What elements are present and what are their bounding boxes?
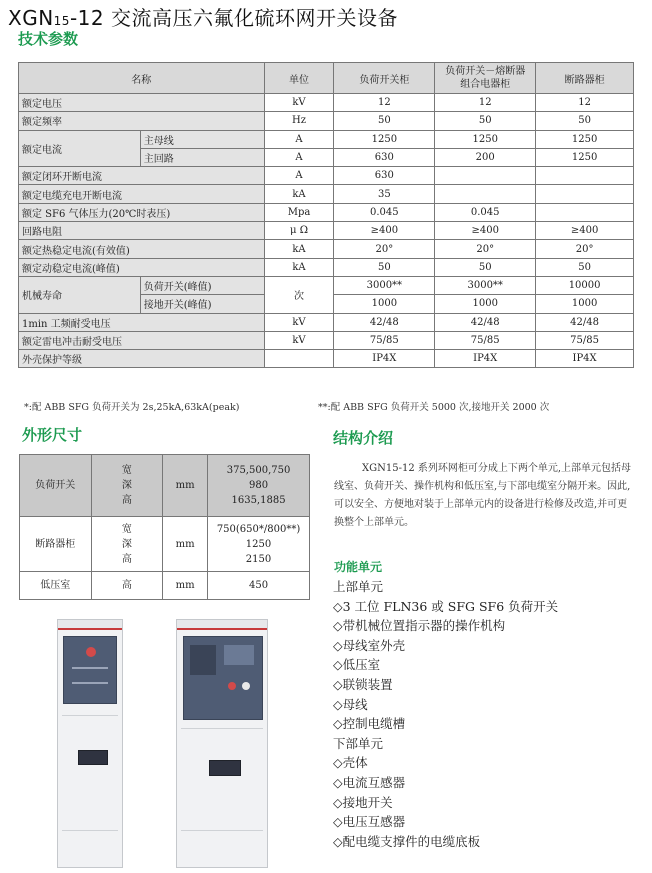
load-switch-cabinet-photo xyxy=(57,619,123,868)
cabinet-control-panel xyxy=(63,636,117,704)
table-row: 额定频率 Hz 50 50 50 xyxy=(19,112,634,130)
table-row: 主回路 A 630 200 1250 xyxy=(19,148,634,166)
table-row: 低压室 高 mm 450 xyxy=(20,572,310,600)
section-title-structure: 结构介绍 xyxy=(333,429,394,447)
spec-header-row xyxy=(19,63,634,94)
dimension-table xyxy=(19,454,310,600)
section-title-function: 功能单元 xyxy=(334,560,383,574)
note-2: **:配 ABB SFG 负荷开关 5000 次,接地开关 2000 次 xyxy=(318,402,550,413)
list-item: ◇电压互感器 xyxy=(333,814,406,830)
table-row: 额定 SF6 气体压力(20℃时表压) Mpa 0.045 0.045 xyxy=(19,203,634,221)
list-item: 上部单元 xyxy=(333,579,384,594)
header-unit: 单位 xyxy=(264,63,334,94)
table-row: 断路器柜 宽 深 高 mm 750(650*/800**) 1250 2150 xyxy=(20,517,310,572)
cabinet-control-panel xyxy=(183,636,263,720)
table-row: 额定电压 kV 12 12 12 xyxy=(19,94,634,112)
list-item: ◇配电缆支撑件的电缆底板 xyxy=(333,833,481,849)
table-row: 接地开关(峰值) 1000 1000 1000 xyxy=(19,295,634,313)
list-item: ◇母线 xyxy=(333,696,368,712)
function-unit-list xyxy=(333,577,558,851)
header-name: 名称 xyxy=(19,63,265,94)
spec-table xyxy=(18,62,634,368)
header-col2: 负荷开关－熔断器 组合电器柜 xyxy=(435,63,536,94)
header-col1: 负荷开关柜 xyxy=(334,63,435,94)
breaker-cabinet-photo xyxy=(176,619,268,868)
list-item: 下部单元 xyxy=(333,735,384,751)
list-item: ◇联锁装置 xyxy=(333,676,393,692)
page-title: XGN15-12 交流高压六氟化硫环网开关设备 xyxy=(8,6,398,30)
table-row: 额定电流 主母线 A 1250 1250 1250 xyxy=(19,130,634,148)
table-row: 1min 工频耐受电压 kV 42/48 42/48 42/48 xyxy=(19,313,634,331)
header-col3: 断路器柜 xyxy=(536,63,634,94)
section-title-dims: 外形尺寸 xyxy=(22,426,83,444)
list-item: ◇3 工位 FLN36 或 SFG SF6 负荷开关 xyxy=(333,598,559,614)
list-item: ◇低压室 xyxy=(333,657,381,673)
list-item: ◇带机械位置指示器的操作机构 xyxy=(333,618,506,634)
table-row: 机械寿命 负荷开关(峰值) 次 3000** 3000** 10000 xyxy=(19,276,634,294)
table-row: 负荷开关 宽 深 高 mm 375,500,750 980 1635,1885 xyxy=(20,455,310,517)
cabinet-window xyxy=(209,760,241,776)
table-row: 额定闭环开断电流 A 630 xyxy=(19,167,634,185)
structure-description: XGN15-12 系列环网柜可分成上下两个单元,上部单元包括母线室、负荷开关、操作机构和低压室,与下部电缆室分隔开来。因此,可以安全、方便地对装于上部单元内的设备进行检修及改造,并可更换整个上部单元。 xyxy=(334,463,632,528)
list-item: ◇电流互感器 xyxy=(333,774,406,790)
table-row: 回路电阻 μ Ω ≥400 ≥400 ≥400 xyxy=(19,222,634,240)
table-row: 外壳保护等级 IP4X IP4X IP4X xyxy=(19,350,634,368)
list-item: ◇母线室外壳 xyxy=(333,637,406,653)
table-row: 额定电缆充电开断电流 kA 35 xyxy=(19,185,634,203)
section-title-spec: 技术参数 xyxy=(18,30,79,48)
list-item: ◇控制电缆槽 xyxy=(333,716,406,732)
list-item: ◇接地开关 xyxy=(333,794,393,810)
note-1: *:配 ABB SFG 负荷开关为 2s,25kA,63kA(peak) xyxy=(24,402,240,413)
table-row: 额定动稳定电流(峰值) kA 50 50 50 xyxy=(19,258,634,276)
cabinet-window xyxy=(78,750,108,765)
table-row: 额定热稳定电流(有效值) kA 20° 20° 20° xyxy=(19,240,634,258)
table-row: 额定雷电冲击耐受电压 kV 75/85 75/85 75/85 xyxy=(19,331,634,349)
list-item: ◇壳体 xyxy=(333,755,368,771)
